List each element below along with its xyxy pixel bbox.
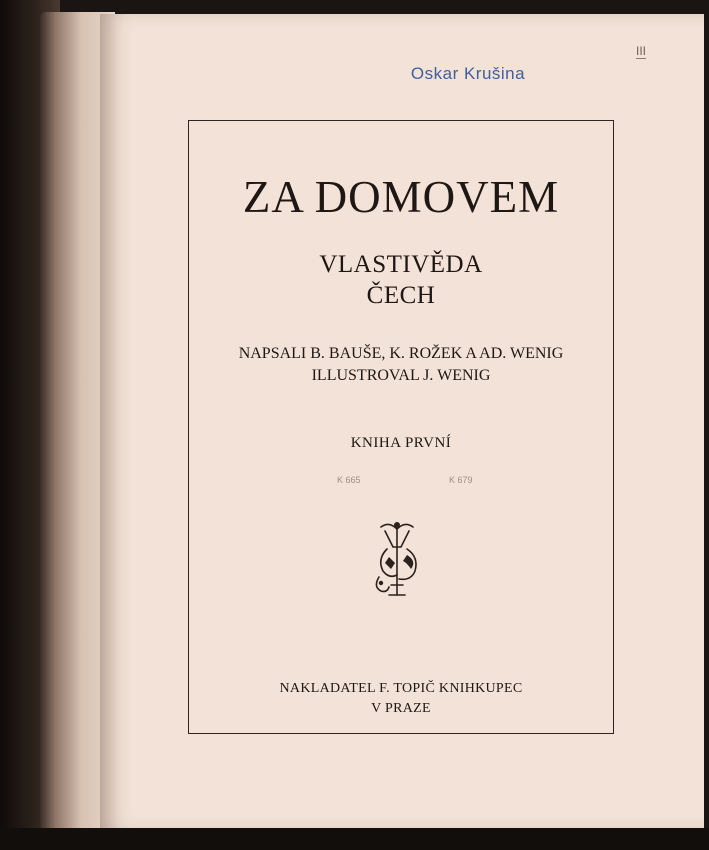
publisher-line: NAKLADATEL F. TOPIČ KNIHKUPEC (279, 681, 523, 696)
subtitle-line: VLASTIVĚDA (319, 251, 483, 278)
title-page (100, 14, 704, 830)
credits (189, 343, 613, 387)
title-frame (188, 120, 614, 734)
book-bottom-edge (0, 828, 709, 850)
publisher-emblem-icon (367, 517, 427, 601)
book-title: ZA DOMOVEM (242, 172, 560, 222)
imprint (189, 679, 613, 719)
subtitle-line: ČECH (366, 282, 436, 309)
owner-stamp: Oskar Krušina (410, 64, 526, 83)
book-subtitle (189, 249, 613, 311)
pencil-mark: K 665 (337, 475, 361, 485)
illustrator-line: ILLUSTROVAL J. WENIG (311, 367, 491, 384)
volume-label: KNIHA PRVNÍ (350, 435, 452, 451)
place-line: V PRAZE (371, 701, 431, 716)
pencil-mark: K 679 (449, 475, 473, 485)
authors-line: NAPSALI B. BAUŠE, K. ROŽEK A AD. WENIG (238, 345, 564, 362)
shelfmark: III (636, 44, 647, 58)
